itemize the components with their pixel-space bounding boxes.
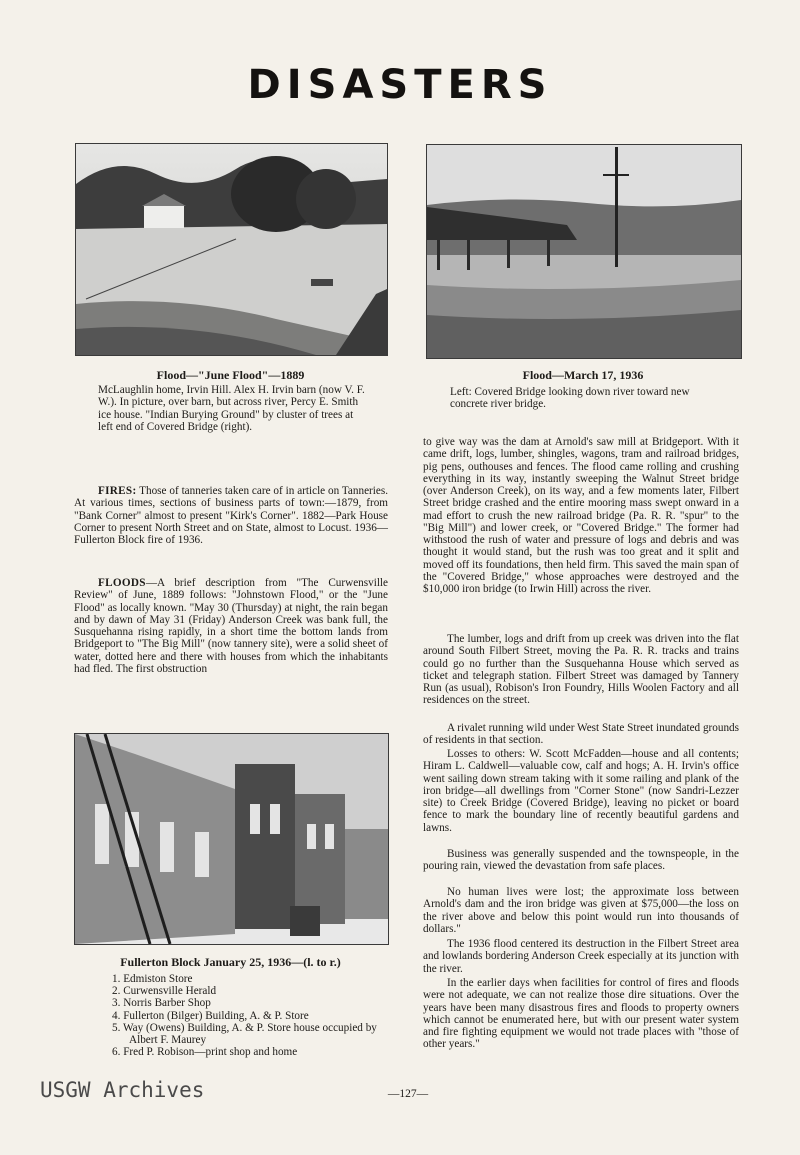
flood-1889-caption: McLaughlin home, Irvin Hill. Alex H. Irvin barn (now V. F. W.). In picture, over barn, but across river, Percy E. Smith ice house. "Indian Burying Ground" by cluster of trees at left end of Covered Bridge (right). xyxy=(98,384,365,434)
body-paragraph-3 xyxy=(423,722,739,747)
body-paragraph-8 xyxy=(423,977,739,1051)
body-paragraph-6 xyxy=(423,886,739,935)
body-paragraph-6-text: No human lives were lost; the approximate loss between Arnold's dam and the iron bridge was given at $75,000—the loss on the river above and below this point would run into thousands of dollars." xyxy=(423,886,739,935)
body-paragraph-7 xyxy=(423,938,739,975)
body-paragraph-7-text: The 1936 flood centered its destruction in the Filbert Street area and lowlands bordering Anderson Creek especially at its junction with the river. xyxy=(423,938,739,975)
body-paragraph-5-text: Business was generally suspended and the townspeople, in the pouring rain, viewed the devastation from safe places. xyxy=(423,848,739,873)
page-number: —127— xyxy=(387,1088,429,1100)
body-paragraph-1: to give way was the dam at Arnold's saw mill at Bridgeport. With it came drift, logs, lumber, shingles, wagons, tram and railroad bridges, pig pens, outhouses and fences. The flood came rolling and crushing everything in its way, instantly sweeping the Walnut Street bridge (over Anderson Creek), on its way, and a few moments later, Filbert Street bridge crashed and the entire mooring mass swept onward in a mad effort to crush the new railroad bridge (Pa. R. R. "spur" to the "Big Mill") and lower creek, or "Covered Bridge." The former had withstood the rush of water and pressure of logs and debris and was thought it would stand, but the rush was too great and it split and moved off its foundations, then held firm. This saved the main span of the "Covered Bridge," whose approaches were destroyed and the $10,000 iron bridge (to Irwin Hill) across the river. xyxy=(423,436,739,595)
floods-paragraph xyxy=(74,577,388,675)
body-paragraph-2 xyxy=(423,633,739,707)
flood-1889-title: Flood—"June Flood"—1889 xyxy=(156,368,305,382)
list-item: 1. Edmiston Store xyxy=(112,973,193,985)
fullerton-block-list xyxy=(112,973,382,1058)
body-paragraph-4-text: Losses to others: W. Scott McFadden—house and all contents; Hiram L. Caldwell—valuable cow, calf and hogs; A. H. Irvin's office went sailing down stream taking with it some railing and plank of the iron bridge—all dwellings from "Corner Stone" (now Sandri-Lezzer site) to Creek Bridge (Covered Bridge), leaving no picket or board fence to mark the boundary line of recently beautiful gardens and lawns. xyxy=(423,748,739,834)
fires-text: Those of tanneries taken care of in article on Tanneries. At various times, sections of business parts of town:—1879, from "Bank Corner" almost to present "Kirk's Corner". 1882—Park House Corner to present North Street and on State, almost to Locust. 1936—Fullerton Block fire of 1936. xyxy=(74,485,388,546)
fires-paragraph xyxy=(74,485,388,546)
fullerton-block-photo xyxy=(74,733,389,945)
floods-text: —A brief description from "The Curwensville Review" of June, 1889 follows: "Johnstown Flood," or the "June Flood" as locally known. "May 30 (Thursday) at night, the rain began and by dawn of May 31 (Friday) Anderson Creek was bank full, the Susquehanna rising rapidly, in a short time the bottom lands from Bridgeport to "The Big Mill" (now tannery site), were a solid sheet of water, dotted here and there with houses from which the inhabitants had fled. The first obstruction xyxy=(74,577,388,675)
list-item: 5. Way (Owens) Building, A. & P. Store house occupied by Albert F. Maurey xyxy=(112,1021,377,1047)
fires-lead: FIRES: xyxy=(98,485,137,497)
list-item: 3. Norris Barber Shop xyxy=(112,997,211,1010)
flood-1936-title: Flood—March 17, 1936 xyxy=(522,368,644,382)
body-paragraph-3-text: A rivalet running wild under West State Street inundated grounds of residents in that section. xyxy=(423,722,739,747)
flood-1936-caption: Left: Covered Bridge looking down river toward new concrete river bridge. xyxy=(450,386,690,411)
archive-watermark: USGW Archives xyxy=(40,1078,205,1102)
list-item: 2. Curwensville Herald xyxy=(112,985,217,998)
body-paragraph-8-text: In the earlier days when facilities for control of fires and floods were not adequate, we can not realize those dire situations. Over the years have been many disastrous fires and floods to property owners which cannot be enumerated here, but with our present water system and fire fighting equipment we would not trade places with "those of other years." xyxy=(423,977,739,1051)
flood-1889-photo xyxy=(75,143,388,356)
page-title: DISASTERS xyxy=(247,62,553,108)
body-paragraph-5 xyxy=(423,848,739,873)
floods-lead: FLOODS xyxy=(98,577,146,589)
body-paragraph-4 xyxy=(423,748,739,834)
flood-1936-photo xyxy=(426,144,742,359)
fullerton-block-title: Fullerton Block January 25, 1936—(l. to r.) xyxy=(120,955,341,969)
list-item: 4. Fullerton (Bilger) Building, A. & P. Store xyxy=(112,1009,309,1022)
list-item: 6. Fred P. Robison—print shop and home xyxy=(112,1046,298,1059)
body-paragraph-2-text: The lumber, logs and drift from up creek was driven into the flat around South Filbert Street, moving the Pa. R. R. tracks and trains could go no further than the Susquehanna House which served as ticket and telegraph station. Filbert Street was damaged by Tannery Run (as usual), Robison's Iron Foundry, Hills Woolen Factory and all residences on the street. xyxy=(423,633,739,707)
